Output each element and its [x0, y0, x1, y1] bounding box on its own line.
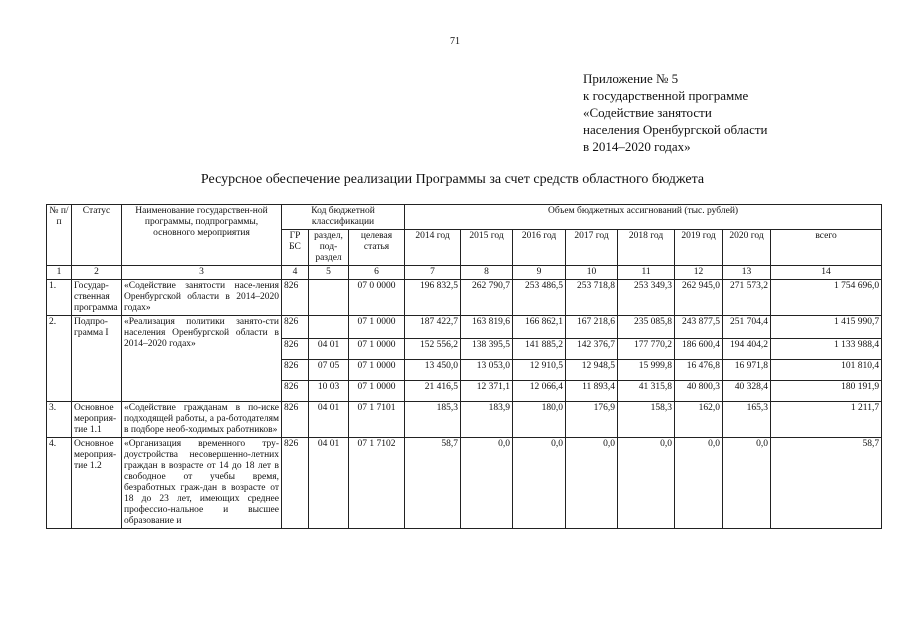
- row-status: Основное мероприя-тие 1.1: [72, 402, 122, 438]
- row-num: 4.: [47, 438, 72, 529]
- header-section: раздел, под-раздел: [309, 230, 349, 266]
- cell-value: 196 832,5: [405, 280, 461, 316]
- cell-section: 04 01: [309, 438, 349, 529]
- cell-value: 13 450,0: [405, 360, 461, 381]
- cell-value: 235 085,8: [618, 316, 675, 339]
- appendix-line: «Содействие занятости: [583, 105, 712, 120]
- cell-value: 167 218,6: [566, 316, 618, 339]
- budget-table: [46, 204, 882, 529]
- cell-grbs: 826: [282, 316, 309, 339]
- cell-value: 0,0: [675, 438, 723, 529]
- cell-section: 04 01: [309, 402, 349, 438]
- cell-total: 101 810,4: [771, 360, 882, 381]
- cell-value: 180,0: [513, 402, 566, 438]
- cell-total: 1 415 990,7: [771, 316, 882, 339]
- header-code: Код бюджетной классификации: [282, 205, 405, 230]
- cell-grbs: 826: [282, 381, 309, 402]
- cell-value: 165,3: [723, 402, 771, 438]
- cell-value: 185,3: [405, 402, 461, 438]
- header-target: целевая статья: [349, 230, 405, 266]
- cell-grbs: 826: [282, 402, 309, 438]
- column-number: 3: [122, 266, 282, 280]
- header-year: 2014 год: [405, 230, 461, 266]
- cell-value: 251 704,4: [723, 316, 771, 339]
- page-number: 71: [450, 36, 460, 47]
- row-num: 1.: [47, 280, 72, 316]
- cell-value: 262 790,7: [461, 280, 513, 316]
- cell-section: [309, 280, 349, 316]
- cell-section: [309, 316, 349, 339]
- cell-value: 141 885,2: [513, 339, 566, 360]
- cell-value: 243 877,5: [675, 316, 723, 339]
- header-year: 2019 год: [675, 230, 723, 266]
- cell-value: 176,9: [566, 402, 618, 438]
- row-name: «Содействие гражданам в по-иске подходящей работы, а ра-ботодателям в подборе необ-ходимых работников»: [122, 402, 282, 438]
- cell-value: 12 371,1: [461, 381, 513, 402]
- header-name: Наименование государствен-ной программы, подпрограммы, основного мероприятия: [122, 205, 282, 266]
- cell-value: 152 556,2: [405, 339, 461, 360]
- row-status: Государ-ственная программа: [72, 280, 122, 316]
- cell-target: 07 1 0000: [349, 316, 405, 339]
- column-number: 2: [72, 266, 122, 280]
- cell-value: 13 053,0: [461, 360, 513, 381]
- cell-target: 07 1 0000: [349, 339, 405, 360]
- cell-value: 40 800,3: [675, 381, 723, 402]
- appendix-line: населения Оренбургской области: [583, 122, 768, 137]
- cell-total: 58,7: [771, 438, 882, 529]
- header-year: 2015 год: [461, 230, 513, 266]
- column-number: 5: [309, 266, 349, 280]
- cell-value: 262 945,0: [675, 280, 723, 316]
- cell-value: 183,9: [461, 402, 513, 438]
- appendix-line: Приложение № 5: [583, 71, 679, 86]
- column-number: 6: [349, 266, 405, 280]
- header-year: 2018 год: [618, 230, 675, 266]
- cell-value: 16 971,8: [723, 360, 771, 381]
- row-name: «Реализация политики занято-сти населения Оренбургской области в 2014–2020 годах»: [122, 316, 282, 402]
- cell-value: 194 404,2: [723, 339, 771, 360]
- cell-target: 07 1 0000: [349, 360, 405, 381]
- header-year: 2017 год: [566, 230, 618, 266]
- cell-value: 12 066,4: [513, 381, 566, 402]
- column-number: 14: [771, 266, 882, 280]
- header-grbs: ГР БС: [282, 230, 309, 266]
- row-name: «Содействие занятости насе-ления Оренбургской области в 2014–2020 годах»: [122, 280, 282, 316]
- cell-total: 180 191,9: [771, 381, 882, 402]
- cell-target: 07 1 7101: [349, 402, 405, 438]
- cell-value: 0,0: [513, 438, 566, 529]
- row-num: 2.: [47, 316, 72, 402]
- cell-value: 0,0: [618, 438, 675, 529]
- cell-grbs: 826: [282, 339, 309, 360]
- cell-value: 177 770,2: [618, 339, 675, 360]
- cell-target: 07 1 0000: [349, 381, 405, 402]
- cell-value: 138 395,5: [461, 339, 513, 360]
- cell-value: 12 948,5: [566, 360, 618, 381]
- column-number-row: [47, 266, 882, 280]
- header-total: всего: [771, 230, 882, 266]
- column-number: 10: [566, 266, 618, 280]
- cell-total: 1 754 696,0: [771, 280, 882, 316]
- cell-value: 11 893,4: [566, 381, 618, 402]
- column-number: 1: [47, 266, 72, 280]
- cell-grbs: 826: [282, 280, 309, 316]
- cell-value: 21 416,5: [405, 381, 461, 402]
- cell-value: 163 819,6: [461, 316, 513, 339]
- cell-value: 58,7: [405, 438, 461, 529]
- cell-value: 40 328,4: [723, 381, 771, 402]
- row-status: Основное мероприя-тие 1.2: [72, 438, 122, 529]
- header-year: 2016 год: [513, 230, 566, 266]
- cell-value: 166 862,1: [513, 316, 566, 339]
- header-num: № п/п: [47, 205, 72, 266]
- appendix-note: [583, 70, 843, 155]
- appendix-line: в 2014–2020 годах»: [583, 139, 691, 154]
- cell-value: 142 376,7: [566, 339, 618, 360]
- column-number: 12: [675, 266, 723, 280]
- cell-value: 15 999,8: [618, 360, 675, 381]
- cell-total: 1 211,7: [771, 402, 882, 438]
- cell-value: 16 476,8: [675, 360, 723, 381]
- cell-value: 186 600,4: [675, 339, 723, 360]
- appendix-line: к государственной программе: [583, 88, 749, 103]
- row-name: «Организация временного тру-доустройства несовершенно-летних граждан в возрасте от 14 до 18 лет в свободное от учебы время, безработных граж-дан в возрасте от 18 до 23 лет, имеющих среднее профессио-нальное и высшее образование и: [122, 438, 282, 529]
- column-number: 13: [723, 266, 771, 280]
- cell-value: 187 422,7: [405, 316, 461, 339]
- cell-target: 07 1 7102: [349, 438, 405, 529]
- header-year: 2020 год: [723, 230, 771, 266]
- cell-value: 253 718,8: [566, 280, 618, 316]
- row-status: Подпро-грамма I: [72, 316, 122, 402]
- document-title: Ресурсное обеспечение реализации Программы за счет средств областного бюджета: [200, 172, 705, 187]
- cell-section: 04 01: [309, 339, 349, 360]
- cell-grbs: 826: [282, 360, 309, 381]
- cell-value: 41 315,8: [618, 381, 675, 402]
- cell-value: 253 486,5: [513, 280, 566, 316]
- table-row: [47, 280, 882, 316]
- column-number: 9: [513, 266, 566, 280]
- cell-value: 12 910,5: [513, 360, 566, 381]
- cell-target: 07 0 0000: [349, 280, 405, 316]
- table-row: [47, 402, 882, 438]
- header-status: Статус: [72, 205, 122, 266]
- cell-value: 158,3: [618, 402, 675, 438]
- cell-section: 07 05: [309, 360, 349, 381]
- cell-total: 1 133 988,4: [771, 339, 882, 360]
- cell-section: 10 03: [309, 381, 349, 402]
- cell-value: 0,0: [723, 438, 771, 529]
- column-number: 4: [282, 266, 309, 280]
- cell-value: 0,0: [461, 438, 513, 529]
- cell-value: 0,0: [566, 438, 618, 529]
- cell-value: 162,0: [675, 402, 723, 438]
- table-row: [47, 438, 882, 529]
- cell-grbs: 826: [282, 438, 309, 529]
- column-number: 11: [618, 266, 675, 280]
- column-number: 8: [461, 266, 513, 280]
- cell-value: 253 349,3: [618, 280, 675, 316]
- cell-value: 271 573,2: [723, 280, 771, 316]
- column-number: 7: [405, 266, 461, 280]
- table-row: [47, 316, 882, 339]
- row-num: 3.: [47, 402, 72, 438]
- header-volume: Объем бюджетных ассигнований (тыс. рублей): [405, 205, 882, 230]
